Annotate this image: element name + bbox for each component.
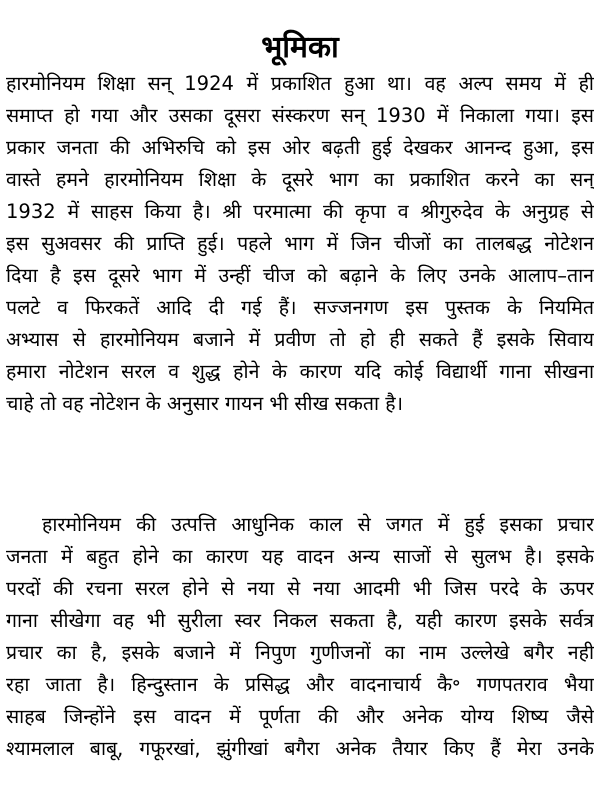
text-line: प्रकार जनता की अभिरुचि को इस ओर बढ़ती हुई देखकर आनन्द हुआ, इस [6, 136, 594, 159]
text-line: हमारा नोटेशन सरल व शुद्ध होने के कारण यदि कोई विद्यार्थी गाना सीखना [6, 360, 594, 383]
text-line: पलटे व फिरकतें आदि दी गई हैं। सज्जनगण इस पुस्तक के नियमित [6, 296, 594, 319]
paragraph-2 [6, 509, 594, 765]
text-line: प्रचार का है, इसके बजाने में निपुण गुणीजनों का नाम उल्लेखे बगैर नही [6, 641, 594, 664]
text-line: जनता में बहुत होने का कारण यह वादन अन्य साजों से सुलभ है। इसके [6, 545, 594, 568]
text-line: दिया है इस दूसरे भाग में उन्हीं चीज को बढ़ाने के लिए उनके आलाप–तान [6, 264, 594, 287]
text-line: हारमोनियम शिक्षा सन् 1924 में प्रकाशित हुआ था। वह अल्प समय में ही [6, 72, 594, 95]
text-line: 1932 में साहस किया है। श्री परमात्मा की कृपा व श्रीगुरुदेव के अनुग्रह से [6, 200, 594, 223]
text-line: चाहे तो वह नोटेशन के अनुसार गायन भी सीख सकता है। [6, 392, 403, 415]
text-line: रहा जाता है। हिन्दुस्तान के प्रसिद्ध और वादनाचार्य कै॰ गणपतराव भैया [6, 673, 594, 696]
paragraph-1 [6, 68, 594, 420]
text-line: हारमोनियम की उत्पत्ति आधुनिक काल से जगत में हुई इसका प्रचार [42, 513, 594, 536]
text-line: वास्ते हमने हारमोनियम शिक्षा के दूसरे भाग का प्रकाशित करने का सन् [6, 168, 594, 191]
text-line: समाप्त हो गया और उसका दूसरा संस्करण सन् 1930 में निकाला गया। इस [6, 104, 594, 127]
text-line: गाना सीखेगा वह भी सुरीला स्वर निकल सकता है, यही कारण इसके सर्वत्र [6, 609, 594, 632]
text-line: अभ्यास से हारमोनियम बजाने में प्रवीण तो हो ही सकते हैं इसके सिवाय [6, 328, 594, 351]
text-line: साहब जिन्होंने इस वादन में पूर्णता की और अनेक योग्य शिष्य जैसे [6, 705, 594, 728]
page-title: भूमिका [261, 30, 339, 66]
text-line: इस सुअवसर की प्राप्ति हुई। पहले भाग में जिन चीजों का तालबद्ध नोटेशन [6, 232, 594, 255]
text-line: श्यामलाल बाबू, गफूरखां, झुंगीखां बगैरा अनेक तैयार किए हैं मेरा उनके [6, 737, 594, 760]
text-line: परदों की रचना सरल होने से नया से नया आदमी भी जिस परदे के ऊपर [6, 577, 594, 600]
